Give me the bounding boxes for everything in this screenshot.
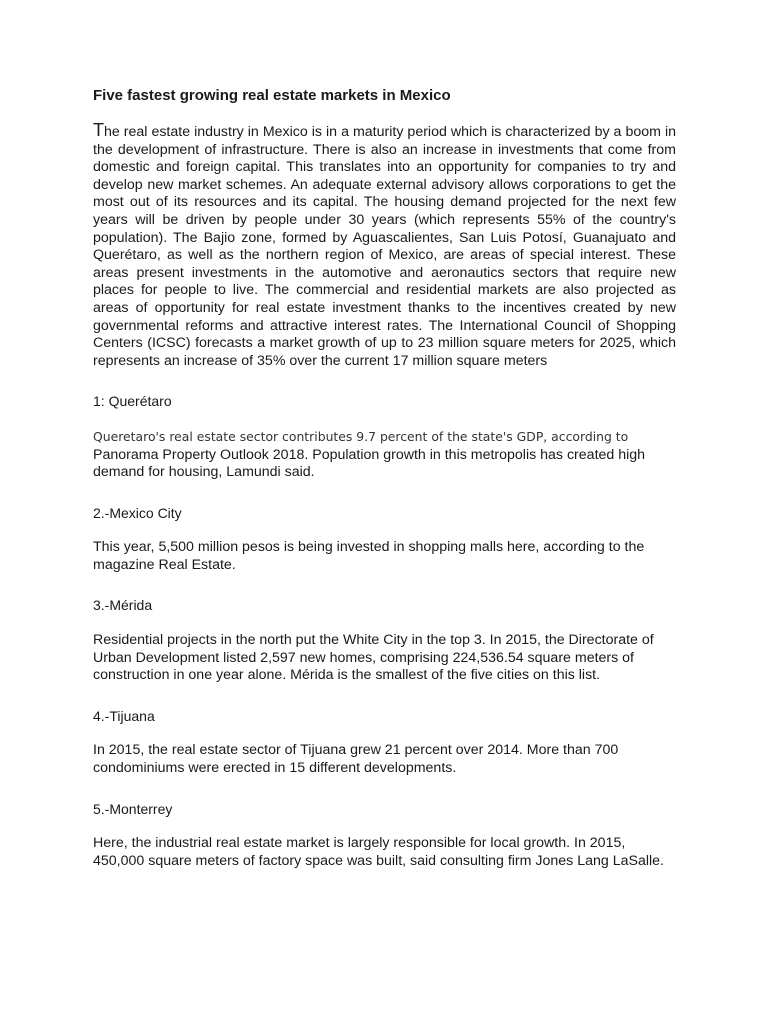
section-body-monterrey: Here, the industrial real estate market is largely responsible for local growth. In 2015, 450,000 square meters of factory space was built, said consulting firm Jones Lang LaSalle. <box>93 835 664 869</box>
document-title: Five fastest growing real estate markets in Mexico <box>93 87 451 104</box>
section-heading-monterrey: 5.-Monterrey <box>93 800 173 817</box>
intro-text: he real estate industry in Mexico is in a maturity period which is characterized by a boom in the development of infrastructure. There is also an increase in investments that come from domestic and foreign capital. This translates into an opportunity for companies to try and develop new market schemes. An adequate external advisory allows corporations to get the most out of its resources and its capital. The housing demand projected for the next few years will be driven by people under 30 years (which represents 55% of the country's population). The Bajio zone, formed by Aguascalientes, San Luis Potosí, Guanajuato and Querétaro, as well as the northern region of Mexico, are areas of special interest. These areas present investments in the automotive and aeronautics sectors that require new places for people to live. The commercial and residential markets are also projected as areas of opportunity for real estate investment thanks to the incentives created by new governmental reforms and attractive interest rates. The International Council of Shopping Centers (ICSC) forecasts a market growth of up to 23 million square meters for 2025, which represents an increase of 35% over the current 17 million square meters <box>93 124 676 369</box>
section-body-tijuana: In 2015, the real estate sector of Tijuana grew 21 percent over 2014. More than 700 condominiums were erected in 15 different developments. <box>93 742 619 777</box>
section-heading-queretaro: 1: Querétaro <box>93 393 172 410</box>
section-body-merida: Residential projects in the north put the White City in the top 3. In 2015, the Directorate of Urban Development listed 2,597 new homes, comprising 224,536.54 square meters of construction in one year alone. Mérida is the smallest of the five cities on this list. <box>93 632 654 684</box>
section-body-queretaro <box>93 428 676 482</box>
section-heading-mexico-city: 2.-Mexico City <box>93 504 182 521</box>
section-lead-queretaro: Queretaro's real estate sector contributes 9.7 percent of the state's GDP, according to <box>93 428 629 444</box>
intro-paragraph <box>93 122 676 370</box>
section-text-queretaro: Panorama Property Outlook 2018. Population growth in this metropolis has created high demand for housing, Lamundi said. <box>93 446 646 481</box>
section-body-mexico-city: This year, 5,500 million pesos is being invested in shopping malls here, according to the magazine Real Estate. <box>93 539 645 573</box>
section-heading-merida: 3.-Mérida <box>93 597 153 614</box>
intro-dropcap: T <box>93 120 104 140</box>
section-heading-tijuana: 4.-Tijuana <box>93 707 155 724</box>
document-page <box>93 86 676 893</box>
